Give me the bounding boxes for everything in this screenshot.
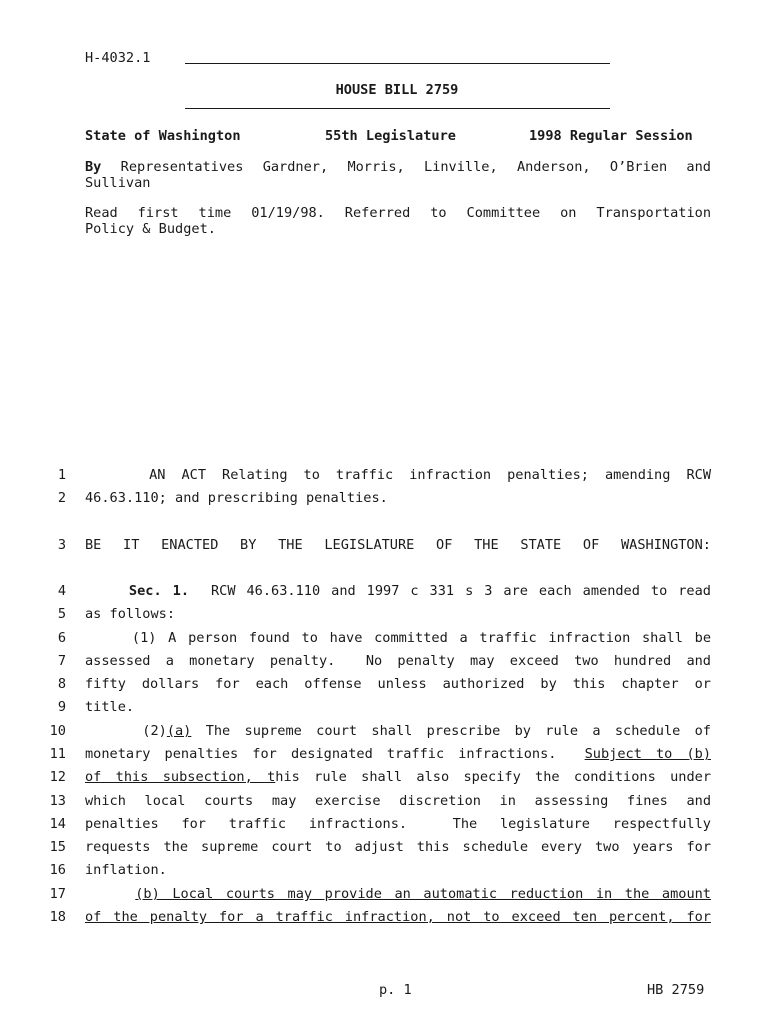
bill-line-2	[0, 487, 770, 510]
bill-line-8	[0, 673, 770, 696]
line-number: 1	[57, 467, 66, 483]
line-text	[85, 836, 711, 859]
line-text	[85, 650, 711, 673]
bill-line-3	[0, 534, 770, 557]
line-content: which local courts may exercise discretion in assessing fines and	[85, 793, 711, 809]
inserted-text: (b) Local courts may provide an automatic reduction in the amount	[135, 886, 711, 902]
line-text	[85, 743, 711, 766]
line-content: AN ACT Relating to traffic infraction penalties; amending RCW	[85, 467, 711, 483]
line-text	[85, 673, 711, 696]
line-text	[85, 883, 711, 906]
inserted-text: of the penalty for a traffic infraction, not to exceed ten percent, for	[85, 909, 711, 925]
line-text	[85, 906, 711, 929]
line-text	[85, 464, 711, 487]
line-number: 11	[49, 746, 66, 762]
header-rule-bottom	[185, 108, 610, 109]
bill-line-7	[0, 650, 770, 673]
line-text	[85, 813, 711, 836]
line-number: 9	[57, 699, 66, 715]
bill-line-5	[0, 603, 770, 626]
section-label: Sec. 1.	[128, 583, 190, 599]
line-content: The supreme court shall prescribe by rule a schedule of	[191, 723, 711, 739]
bill-line-13	[0, 790, 770, 813]
document-id: H-4032.1	[85, 50, 151, 66]
line-content: assessed a monetary penalty. No penalty may exceed two hundred and	[85, 653, 711, 669]
sponsors-by-label: By	[85, 159, 102, 175]
line-number: 17	[49, 886, 66, 902]
inserted-text: Subject to (b)	[584, 746, 712, 762]
line-number: 15	[49, 839, 66, 855]
line-content: title.	[85, 699, 135, 715]
line-content: (1) A person found to have committed a traffic infraction shall be	[85, 630, 711, 646]
line-number: 10	[49, 723, 66, 739]
line-content: BE IT ENACTED BY THE LEGISLATURE OF THE STATE OF WASHINGTON:	[85, 537, 711, 553]
line-content: as follows:	[85, 606, 176, 622]
bill-title: HOUSE BILL 2759	[335, 82, 459, 98]
sponsors-text-continued: Sullivan	[85, 175, 151, 191]
read-first-line-continued: Policy & Budget.	[85, 221, 216, 237]
bill-line-16	[0, 859, 770, 882]
bill-line-15	[0, 836, 770, 859]
line-text	[85, 487, 711, 510]
bill-line-1	[0, 464, 770, 487]
line-content: fifty dollars for each offense unless authorized by this chapter or	[85, 676, 711, 692]
legislature-label: 55th Legislature	[325, 128, 456, 144]
bill-line-10	[0, 720, 770, 743]
sponsors-line	[85, 159, 711, 175]
line-number: 7	[57, 653, 66, 669]
line-content: inflation.	[85, 862, 167, 878]
bill-line-12	[0, 766, 770, 789]
line-content: his rule shall also specify the conditions under	[275, 769, 712, 785]
bill-line-9	[0, 696, 770, 719]
line-content: monetary penalties for designated traffic infractions.	[85, 746, 585, 762]
line-text	[85, 766, 711, 789]
line-content: requests the supreme court to adjust this schedule every two years for	[85, 839, 711, 855]
line-number: 12	[49, 769, 66, 785]
line-text	[85, 603, 711, 626]
line-number: 16	[49, 862, 66, 878]
bill-line-18	[0, 906, 770, 929]
line-text	[85, 790, 711, 813]
line-number: 13	[49, 793, 66, 809]
line-content: penalties for traffic infractions. The legislature respectfully	[85, 816, 711, 832]
line-text	[85, 696, 711, 719]
line-text	[85, 534, 711, 557]
inserted-text: (a)	[166, 723, 192, 739]
line-text	[85, 720, 711, 743]
sponsors-text: Representatives Gardner, Morris, Linville, Anderson, O’Brien and	[120, 159, 711, 175]
line-number: 3	[57, 537, 66, 553]
read-first-line: Read first time 01/19/98. Referred to Committee on Transportation	[85, 205, 711, 221]
line-number: 6	[57, 630, 66, 646]
inserted-text: of this subsection, t	[85, 769, 276, 785]
bill-line-4	[0, 580, 770, 603]
line-number: 4	[57, 583, 66, 599]
line-number: 8	[57, 676, 66, 692]
line-prefix: (2)	[85, 723, 167, 739]
line-text	[85, 627, 711, 650]
line-number: 18	[49, 909, 66, 925]
bill-line-17	[0, 883, 770, 906]
line-number: 14	[49, 816, 66, 832]
footer-bill-number: HB 2759	[647, 982, 705, 998]
bill-line-6	[0, 627, 770, 650]
line-content: 46.63.110; and prescribing penalties.	[85, 490, 388, 506]
state-label: State of Washington	[85, 128, 241, 144]
line-text	[85, 859, 711, 882]
header-rule-top	[185, 63, 610, 64]
line-prefix	[85, 886, 135, 902]
line-content: RCW 46.63.110 and 1997 c 331 s 3 are each amended to read	[189, 583, 711, 599]
bill-line-11	[0, 743, 770, 766]
bill-line-14	[0, 813, 770, 836]
session-label: 1998 Regular Session	[529, 128, 693, 144]
line-number: 5	[57, 606, 66, 622]
line-text	[85, 580, 711, 603]
page-number: p. 1	[379, 982, 412, 998]
indent	[85, 583, 129, 599]
line-number: 2	[57, 490, 66, 506]
